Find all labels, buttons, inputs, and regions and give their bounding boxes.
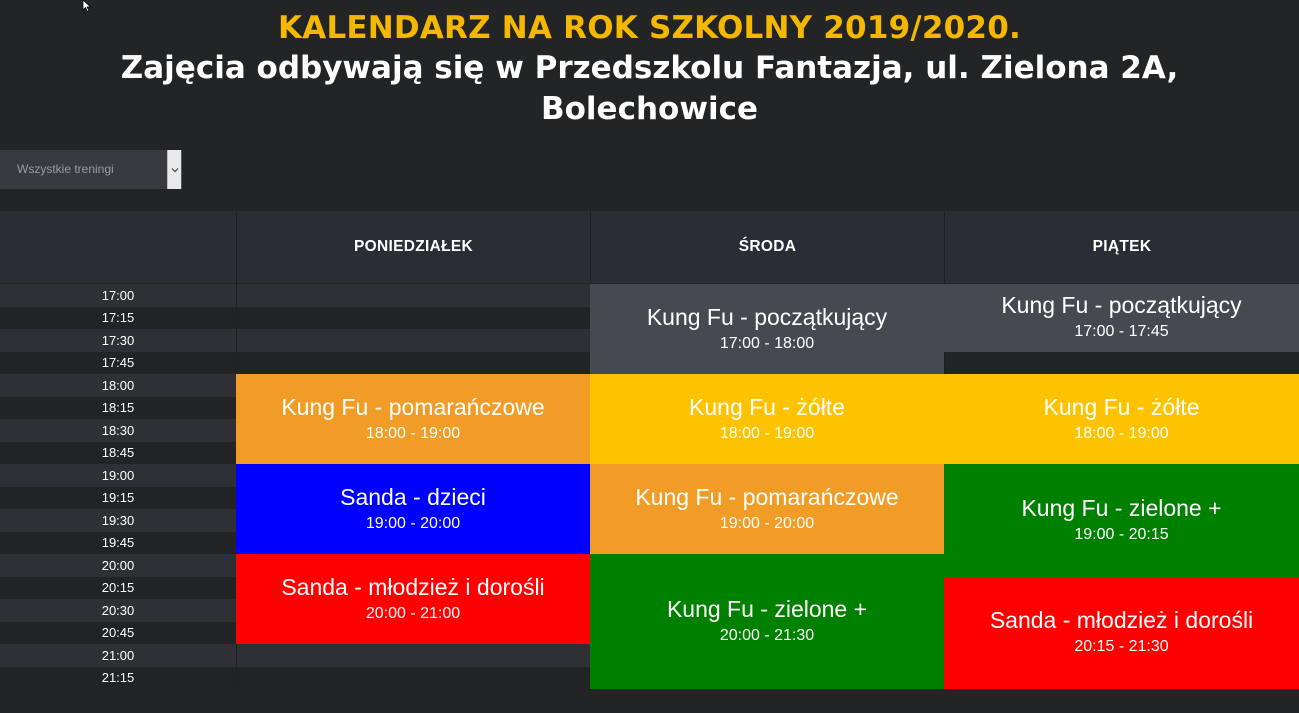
time-slot-text: 17:30 — [101, 332, 135, 348]
class-event-time: 19:00 - 20:00 — [719, 514, 815, 532]
time-slot-label — [0, 599, 236, 622]
class-event-name: Kung Fu - zielone + — [666, 596, 868, 622]
training-filter-value: Wszystkie treningi — [17, 162, 114, 176]
chevron-down-icon[interactable] — [167, 150, 181, 189]
time-slot-text: 20:45 — [101, 625, 135, 641]
class-event-name: Sanda - dzieci — [340, 483, 486, 510]
class-event-block[interactable] — [236, 554, 590, 644]
class-event-time: 17:00 - 17:45 — [1074, 323, 1169, 341]
time-slot-text: 21:15 — [101, 670, 135, 686]
header-time-corner — [0, 211, 236, 283]
class-event-time: 20:00 - 21:30 — [719, 627, 815, 644]
class-event-time: 19:00 - 20:15 — [1074, 525, 1169, 543]
time-slot-label — [0, 554, 236, 577]
page-title: KALENDARZ NA ROK SZKOLNY 2019/2020. — [278, 10, 1021, 46]
class-event-time: 18:00 - 19:00 — [1074, 424, 1169, 442]
time-slot-label — [0, 644, 236, 667]
class-event-name: Kung Fu - pomarańczowe — [635, 483, 899, 510]
class-event-name: Kung Fu - zielone + — [1021, 494, 1222, 521]
class-event-block[interactable] — [944, 284, 1299, 352]
page-subtitle: Zajęcia odbywają się w Przedszkolu Fantazja, ul. Zielona 2A, Bolechowice — [120, 50, 1179, 127]
class-event-name: Kung Fu - żółte — [689, 393, 845, 420]
time-slot-text: 18:45 — [101, 445, 135, 461]
time-slot-label — [0, 307, 236, 330]
class-event-block[interactable] — [944, 464, 1299, 577]
time-slot-text: 21:00 — [101, 647, 135, 663]
time-slot-label — [0, 464, 236, 487]
time-slot-text: 19:00 — [101, 467, 135, 483]
time-slot-text: 18:30 — [101, 422, 135, 438]
header-day-wednesday: ŚRODA — [590, 211, 944, 283]
class-event-time: 20:00 - 21:00 — [365, 604, 461, 622]
time-slot-label — [0, 442, 236, 465]
training-filter-select[interactable] — [0, 150, 182, 189]
class-event-block[interactable] — [590, 554, 944, 689]
time-slot-label — [0, 397, 236, 420]
class-event-time: 18:00 - 19:00 — [365, 424, 461, 442]
time-slot-label — [0, 352, 236, 375]
header-day-monday: PONIEDZIAŁEK — [236, 211, 590, 283]
time-slot-label — [0, 622, 236, 645]
time-slot-text: 17:15 — [101, 310, 135, 326]
time-slot-text: 19:15 — [101, 490, 135, 506]
time-slot-text: 17:00 — [101, 287, 135, 303]
time-slot-label — [0, 532, 236, 555]
class-event-name: Sanda - młodzież i dorośli — [281, 573, 545, 600]
time-slot-text: 18:00 — [101, 377, 135, 393]
time-slot-text: 20:30 — [101, 602, 135, 618]
class-event-name: Kung Fu - żółte — [1043, 393, 1200, 420]
class-event-block[interactable] — [590, 464, 944, 554]
class-event-time: 18:00 - 19:00 — [719, 424, 815, 442]
time-slot-label — [0, 667, 236, 690]
time-slot-text: 19:30 — [101, 512, 135, 528]
time-slot-label — [0, 284, 236, 307]
class-event-name: Kung Fu - pomarańczowe — [281, 393, 545, 420]
header-day-friday: PIĄTEK — [944, 211, 1299, 283]
time-slot-label — [0, 419, 236, 442]
time-slot-label — [0, 374, 236, 397]
schedule-header — [0, 211, 1299, 283]
class-event-name: Kung Fu - początkujący — [1001, 292, 1242, 319]
class-event-name: Kung Fu - początkujący — [646, 303, 888, 330]
class-event-block[interactable] — [590, 284, 944, 374]
class-event-time: 19:00 - 20:00 — [365, 514, 461, 532]
class-event-name: Sanda - młodzież i dorośli — [989, 607, 1254, 634]
time-slot-text: 20:15 — [101, 580, 135, 596]
time-slot-text: 20:00 — [101, 557, 135, 573]
class-event-time: 20:15 - 21:30 — [1074, 638, 1169, 656]
time-slot-label — [0, 487, 236, 510]
class-event-block[interactable] — [944, 577, 1299, 690]
time-slot-label — [0, 509, 236, 532]
time-slot-text: 19:45 — [101, 535, 135, 551]
time-slot-text: 17:45 — [101, 355, 135, 371]
time-slot-label — [0, 329, 236, 352]
time-slot-text: 18:15 — [101, 400, 135, 416]
page-heading — [0, 8, 1299, 130]
class-event-block[interactable] — [944, 374, 1299, 464]
time-slot-label — [0, 577, 236, 600]
class-event-block[interactable] — [236, 464, 590, 554]
class-event-block[interactable] — [590, 374, 944, 464]
class-event-block[interactable] — [236, 374, 590, 464]
class-event-time: 17:00 - 18:00 — [719, 334, 815, 352]
